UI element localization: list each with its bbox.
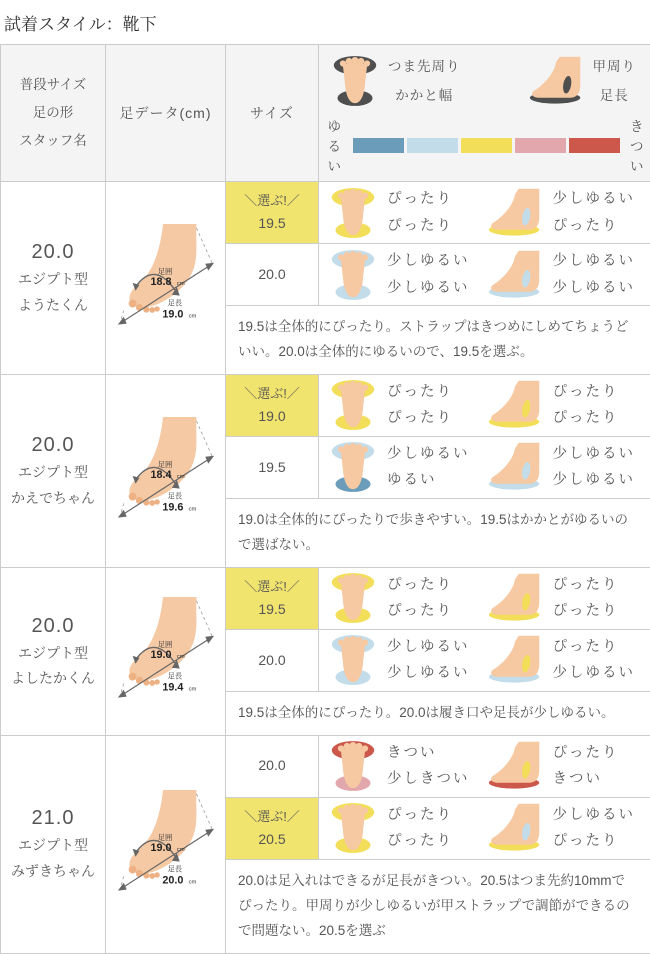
- legend-toe-label: つま先周り: [388, 52, 461, 81]
- instep-fit-label: ぴったり: [553, 572, 619, 599]
- foot-photo-cell: [106, 182, 226, 375]
- instep-length-fit-icon: [528, 56, 584, 106]
- sideview-fit-group: [487, 441, 645, 495]
- toe-heel-fit-icon: [329, 739, 377, 793]
- instep-length-fit-icon: [487, 803, 543, 853]
- length-value: 19.0: [162, 308, 183, 320]
- topview-fit-group: [329, 571, 487, 625]
- instep-length-legend-icon: [528, 56, 584, 106]
- girth-value: 19.0: [151, 842, 172, 854]
- girth-label: 足囲: [158, 640, 173, 649]
- toe-heel-fit-icon: [329, 633, 377, 687]
- heel-fit-label: 少しゆるい: [387, 660, 470, 687]
- heel-fit-label: ぴったり: [387, 405, 453, 432]
- size-value: 20.0: [226, 649, 318, 673]
- topview-fit-group: [329, 378, 487, 432]
- foot-photo-cell: [106, 567, 226, 735]
- girth-unit: cm: [177, 847, 185, 853]
- instep-length-fit-icon: [487, 573, 543, 623]
- legend-length-label: 足長: [593, 81, 637, 110]
- girth-value: 19.0: [151, 649, 172, 661]
- scale-segment: [569, 138, 620, 153]
- fit-result-cell: [319, 244, 650, 306]
- recommended-size-cell: [226, 567, 319, 629]
- size-value: 20.0: [226, 263, 318, 287]
- fitting-comment: 19.5は全体的にぴったり。20.0は履き口や足長が少しゆるい。: [226, 691, 650, 735]
- toe-heel-fit-icon: [329, 571, 377, 625]
- girth-unit: cm: [177, 281, 185, 287]
- staff-info-cell: [1, 735, 106, 953]
- fit-row: [1, 182, 650, 244]
- fit-result-cell: [319, 436, 650, 498]
- fitting-comment: 19.0は全体的にぴったりで歩きやすい。19.5はかかとがゆるいので選ばない。: [226, 498, 650, 567]
- fit-result-cell: [319, 797, 650, 859]
- length-unit: cm: [189, 506, 197, 512]
- size-value: 19.5: [226, 598, 318, 622]
- legend-heel-label: かかと幅: [388, 81, 461, 110]
- girth-value: 18.4: [151, 469, 172, 481]
- topview-fit-group: [329, 801, 487, 855]
- fit-row: [1, 374, 650, 436]
- header-foot-shape: 足の形: [1, 99, 105, 127]
- instep-fit-label: ぴったり: [553, 379, 619, 406]
- toe-fit-label: ぴったり: [387, 572, 453, 599]
- heel-fit-label: ゆるい: [387, 467, 470, 494]
- size-cell: [226, 436, 319, 498]
- heel-fit-label: ぴったり: [387, 598, 453, 625]
- usual-size: 21.0: [1, 803, 105, 833]
- instep-fit-label: 少しゆるい: [553, 248, 636, 275]
- length-value: 20.0: [162, 875, 183, 887]
- heel-fit-label: ぴったり: [387, 828, 453, 855]
- foot-photo: [106, 595, 224, 707]
- staff-name: よしたかくん: [1, 666, 105, 692]
- length-fit-label: ぴったり: [553, 828, 636, 855]
- girth-value: 18.8: [151, 276, 172, 288]
- fitting-comment: 19.5は全体的にぴったり。ストラップはきつめにしめてちょうどいい。20.0は全体的にゆるいので、19.5を選ぶ。: [226, 306, 650, 375]
- foot-type: エジプト型: [1, 641, 105, 667]
- topview-fit-group: [329, 739, 487, 793]
- header-staff-name: スタッフ名: [1, 127, 105, 155]
- scale-loose-label: ゆるい: [328, 115, 344, 175]
- length-label: 足長: [167, 672, 182, 681]
- toe-fit-label: きつい: [387, 740, 470, 767]
- header-staff-col: [1, 45, 106, 182]
- fit-color-scale: [329, 115, 644, 175]
- length-value: 19.4: [162, 682, 183, 694]
- toe-fit-label: ぴったり: [387, 186, 453, 213]
- foot-type: エジプト型: [1, 460, 105, 486]
- recommended-size-cell: [226, 797, 319, 859]
- foot-photo: [106, 788, 224, 900]
- topview-fit-group: [329, 186, 487, 240]
- header-size-col: サイズ: [226, 45, 319, 182]
- fit-result-cell: [319, 182, 650, 244]
- instep-length-fit-icon: [487, 442, 543, 492]
- fit-result-cell: [319, 374, 650, 436]
- scale-segment: [461, 138, 512, 153]
- length-value: 19.6: [162, 501, 183, 513]
- sideview-fit-group: [487, 572, 645, 626]
- instep-length-fit-icon: [487, 635, 543, 685]
- size-value: 20.5: [226, 828, 318, 852]
- sideview-fit-group: [487, 634, 645, 688]
- fit-row: [1, 735, 650, 797]
- toe-heel-fit-icon: [329, 248, 377, 302]
- fit-result-cell: [319, 629, 650, 691]
- instep-length-fit-icon: [487, 741, 543, 791]
- instep-fit-label: 少しゆるい: [553, 186, 636, 213]
- length-unit: cm: [189, 687, 197, 693]
- size-cell: [226, 735, 319, 797]
- staff-name: みずきちゃん: [1, 859, 105, 885]
- length-label: 足長: [167, 865, 182, 874]
- toe-heel-fit-icon: [329, 440, 377, 494]
- toe-fit-label: 少しゆるい: [387, 248, 470, 275]
- foot-type: エジプト型: [1, 267, 105, 293]
- fit-result-cell: [319, 735, 650, 797]
- topview-fit-group: [329, 440, 487, 494]
- instep-fit-label: ぴったり: [553, 740, 619, 767]
- length-fit-label: 少しゆるい: [553, 660, 636, 687]
- instep-length-fit-icon: [487, 250, 543, 300]
- sideview-fit-group: [487, 740, 645, 794]
- heel-fit-label: 少しきつい: [387, 766, 470, 793]
- toe-heel-fit-icon: [329, 378, 377, 432]
- foot-photo: [106, 222, 224, 334]
- scale-segment: [407, 138, 458, 153]
- choose-badge: ＼選ぶ!／: [226, 189, 318, 212]
- fitting-table: [0, 44, 650, 954]
- header-legend-cell: [319, 45, 650, 182]
- recommended-size-cell: [226, 182, 319, 244]
- sideview-fit-group: [487, 379, 645, 433]
- scale-tight-label: きつい: [630, 115, 646, 175]
- instep-length-fit-icon: [487, 188, 543, 238]
- girth-label: 足囲: [158, 833, 173, 842]
- fit-result-cell: [319, 567, 650, 629]
- length-unit: cm: [189, 880, 197, 886]
- legend-sideview-group: [528, 52, 637, 110]
- toe-heel-legend-icon: [331, 54, 379, 108]
- staff-name: かえでちゃん: [1, 486, 105, 512]
- header-row: [1, 45, 650, 182]
- length-fit-label: ぴったり: [553, 213, 636, 240]
- length-label: 足長: [167, 491, 182, 500]
- sideview-fit-group: [487, 248, 645, 302]
- topview-fit-group: [329, 633, 487, 687]
- size-value: 19.0: [226, 405, 318, 429]
- size-cell: [226, 244, 319, 306]
- scale-segment: [353, 138, 404, 153]
- size-cell: [226, 629, 319, 691]
- choose-badge: ＼選ぶ!／: [226, 575, 318, 598]
- header-foot-data-col: 足データ(cm): [106, 45, 226, 182]
- size-value: 20.0: [226, 754, 318, 778]
- recommended-size-cell: [226, 374, 319, 436]
- length-fit-label: ぴったり: [553, 405, 619, 432]
- length-fit-label: ぴったり: [553, 598, 619, 625]
- staff-info-cell: [1, 567, 106, 735]
- fitting-comment: 20.0は足入れはできるが足長がきつい。20.5はつま先約10mmでぴったり。甲周りが少しゆるいが甲ストラップで調節ができるので問題ない。20.5を選ぶ: [226, 859, 650, 953]
- girth-label: 足囲: [158, 267, 173, 276]
- size-value: 19.5: [226, 456, 318, 480]
- toe-fit-label: 少しゆるい: [387, 441, 470, 468]
- length-unit: cm: [189, 313, 197, 319]
- instep-fit-label: 少しゆるい: [553, 802, 636, 829]
- foot-type: エジプト型: [1, 833, 105, 859]
- girth-unit: cm: [177, 474, 185, 480]
- fit-color-scale-bar: [353, 138, 620, 153]
- instep-fit-label: 少しゆるい: [553, 441, 636, 468]
- choose-badge: ＼選ぶ!／: [226, 382, 318, 405]
- staff-info-cell: [1, 374, 106, 567]
- staff-name: ようたくん: [1, 293, 105, 319]
- topview-fit-group: [329, 248, 487, 302]
- toe-fit-label: 少しゆるい: [387, 634, 470, 661]
- header-usual-size: 普段サイズ: [1, 71, 105, 99]
- toe-fit-label: ぴったり: [387, 802, 453, 829]
- staff-info-cell: [1, 182, 106, 375]
- girth-unit: cm: [177, 654, 185, 660]
- scale-segment: [515, 138, 566, 153]
- size-value: 19.5: [226, 212, 318, 236]
- usual-size: 20.0: [1, 611, 105, 641]
- toe-fit-label: ぴったり: [387, 379, 453, 406]
- foot-photo-cell: [106, 735, 226, 953]
- sideview-fit-group: [487, 802, 645, 856]
- legend-topview-group: [331, 52, 461, 110]
- sideview-fit-group: [487, 186, 645, 240]
- toe-heel-fit-icon: [329, 801, 377, 855]
- instep-fit-label: ぴったり: [553, 634, 636, 661]
- choose-badge: ＼選ぶ!／: [226, 805, 318, 828]
- length-fit-label: 少しゆるい: [553, 467, 636, 494]
- foot-photo: [106, 415, 224, 527]
- toe-heel-fit-icon: [331, 54, 379, 108]
- usual-size: 20.0: [1, 430, 105, 460]
- fit-row: [1, 567, 650, 629]
- length-fit-label: きつい: [553, 766, 619, 793]
- length-fit-label: 少しゆるい: [553, 275, 636, 302]
- length-label: 足長: [167, 299, 182, 308]
- girth-label: 足囲: [158, 460, 173, 469]
- usual-size: 20.0: [1, 237, 105, 267]
- page-title: 試着スタイル：靴下: [0, 0, 650, 44]
- heel-fit-label: 少しゆるい: [387, 275, 470, 302]
- heel-fit-label: ぴったり: [387, 213, 453, 240]
- legend-instep-label: 甲周り: [593, 52, 637, 81]
- toe-heel-fit-icon: [329, 186, 377, 240]
- instep-length-fit-icon: [487, 380, 543, 430]
- foot-photo-cell: [106, 374, 226, 567]
